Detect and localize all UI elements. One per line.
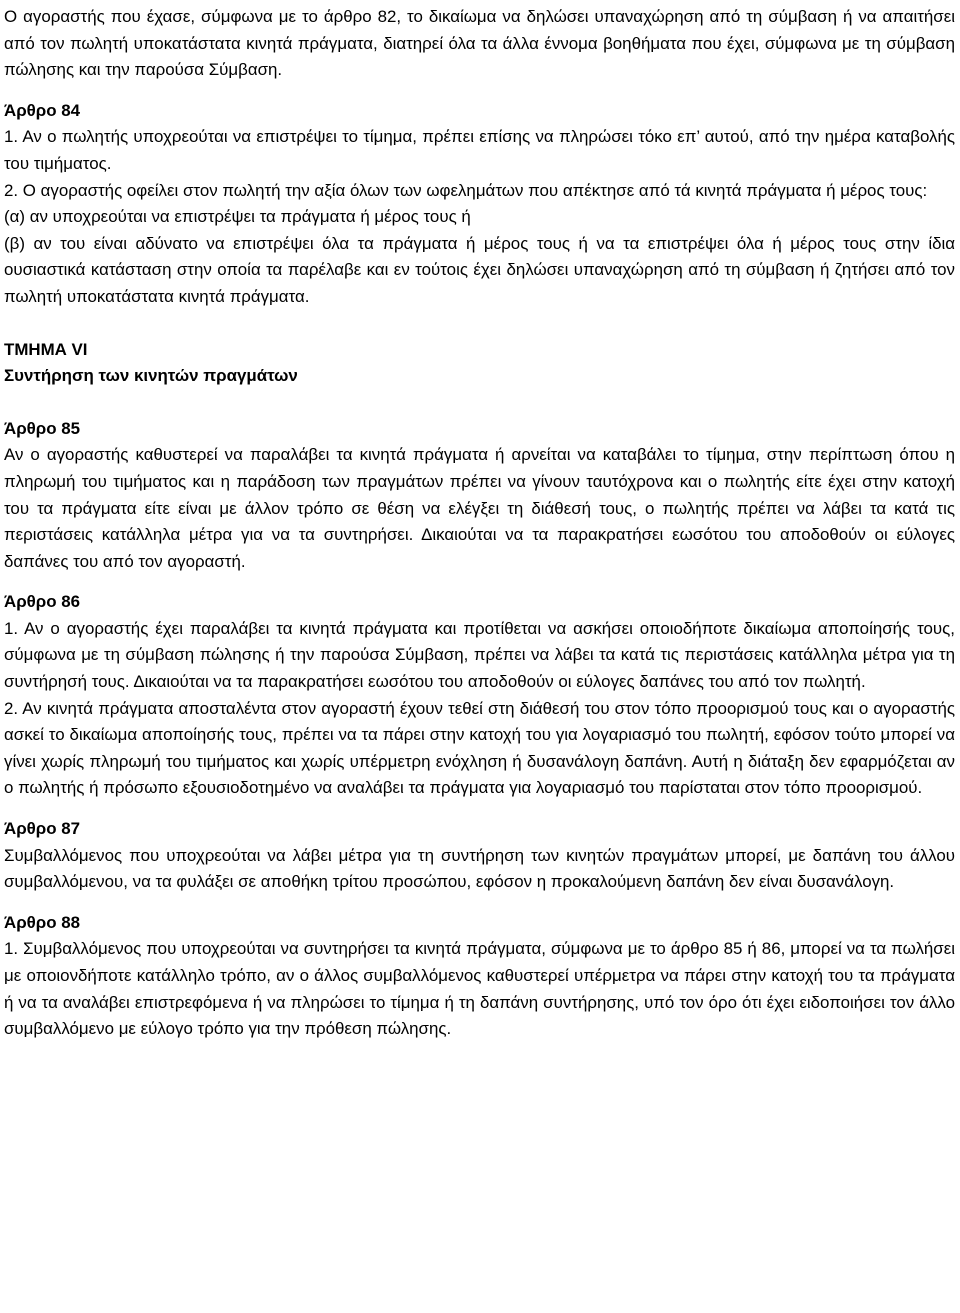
article-87-paragraph: Συμβαλλόμενος που υποχρεούται να λάβει μέτρα για τη συντήρηση των κινητών πραγμάτων μπορεί, με δαπάνη του άλλου συμβαλλόμενου, να τα φυλάξει σε αποθήκη τρίτου προσώπου, εφόσον η προκαλούμενη δαπάνη δεν είναι δυσανάλογη. bbox=[4, 845, 955, 892]
article-84-paragraph-1: 1. Αν ο πωλητής υποχρεούται να επιστρέψει το τίμημα, πρέπει επίσης να πληρώσει τόκο επ’ αυτού, από την ημέρα καταβολής του τιμήματος. bbox=[4, 127, 955, 173]
article-84-item-b: (β) αν του είναι αδύνατο να επιστρέψει όλα τα πράγματα ή μέρος τους ή να τα επιστρέψει όλα ή μέρος τους στην ίδια ουσιαστικά κατάσταση στην οποία τα παρέλαβε και εν τούτοις έχει δηλώσει υπαναχώρηση από τη σύμβαση ή ζητήσει από τον πωλητή υποκατάστατα κινητά πράγματα. bbox=[4, 233, 955, 306]
article-86-title: Άρθρο 86 bbox=[4, 592, 81, 612]
article-86-paragraph-1: 1. Αν ο αγοραστής έχει παραλάβει τα κινητά πράγματα και προτίθεται να ασκήσει οποιοδήποτε δικαίωμα αποποίησής τους, σύμφωνα με τη σύμβαση πώλησης ή την παρούσα Σύμβαση, πρέπει να λάβει τα κατά τις περιστάσεις κατάλληλα μέτρα για τη συντήρησή τους. Δικαιούται να τα παρακρατήσει εωσότου του αποδοθούν οι εύλογες δαπάνες του από τον πωλητή. bbox=[4, 618, 955, 692]
section-title: ΤΜΗΜΑ VI bbox=[4, 339, 88, 359]
article-88-title: Άρθρο 88 bbox=[4, 912, 81, 932]
article-84-paragraph-2: 2. Ο αγοραστής οφείλει στον πωλητή την αξία όλων των ωφελημάτων που απέκτησε από τά κινητά πράγματα ή μέρος τους: bbox=[4, 180, 928, 200]
article-86-paragraph-2: 2. Αν κινητά πράγματα αποσταλέντα στον αγοραστή έχουν τεθεί στη διάθεσή του στον τόπο προορισμού τους και ο αγοραστής ασκεί το δικαίωμα αποποίησής τους, πρέπει να τα πάρει στην κατοχή του για λογαριασμό του πωλητή, εφόσον τούτο μπορεί να γίνει χωρίς πληρωμή του τιμήματος και χωρίς υπέρμετρη ενόχληση ή δυσανάλογη δαπάνη. Αυτή η διάταξη δεν εφαρμόζεται αν ο πωλητής ή πρόσωπο εξουσιοδοτημένο να αναλάβει τα πράγματα για λογαριασμό του παρίσταται στον τόπο προορισμού. bbox=[4, 698, 955, 798]
article-85-title: Άρθρο 85 bbox=[4, 418, 81, 438]
article-87-title: Άρθρο 87 bbox=[4, 819, 81, 839]
intro-paragraph: Ο αγοραστής που έχασε, σύμφωνα με το άρθρο 82, το δικαίωμα να δηλώσει υπαναχώρηση από τη σύμβαση ή να απαιτήσει από τον πωλητή υποκατάστατα κινητά πράγματα, διατηρεί όλα τα άλλα έννομα βοηθήματα που έχει, σύμφωνα με τη σύμβαση πώλησης και την παρούσα Σύμβαση. bbox=[4, 7, 955, 80]
section-subtitle: Συντήρηση των κινητών πραγμάτων bbox=[4, 366, 298, 386]
article-84-title: Άρθρο 84 bbox=[4, 100, 81, 120]
article-84-item-a: (α) αν υποχρεούται να επιστρέψει τα πράγματα ή μέρος τους ή bbox=[4, 207, 471, 227]
article-85-paragraph: Αν ο αγοραστής καθυστερεί να παραλάβει τα κινητά πράγματα ή αρνείται να καταβάλει το τίμημα, στην περίπτωση όπου η πληρωμή του τιμήματος και η παράδοση των πραγμάτων πρέπει να γίνουν ταυτόχρονα και ο πωλητής είτε έχει στην κατοχή του τα πράγματα είτε είναι με άλλον τρόπο σε θέση να ελέγξει τη διάθεσή τους, ο πωλητής πρέπει να λάβει τα κατά τις περιστάσεις κατάλληλα μέτρα για να τα συντηρήσει. Δικαιούται να τα παρακρατήσει εωσότου του αποδοθούν οι εύλογες δαπάνες του από τον αγοραστή. bbox=[4, 445, 955, 571]
article-88-paragraph-1: 1. Συμβαλλόμενος που υποχρεούται να συντηρήσει τα κινητά πράγματα, σύμφωνα με το άρθρο 85 ή 86, μπορεί να τα πωλήσει με οποιονδήποτε κατάλληλο τρόπο, αν ο άλλος συμβαλλόμενος καθυστερεί υπέρμετρα να πάρει στην κατοχή του τα πράγματα ή να τα αναλάβει επιστρεφόμενα ή να πληρώσει το τίμημα ή τη δαπάνη συντήρησης, υπό τον όρο ότι έχει ειδοποιήσει τον άλλο συμβαλλόμενο με εύλογο τρόπο για την πρόθεση πώλησης. bbox=[4, 939, 955, 1039]
